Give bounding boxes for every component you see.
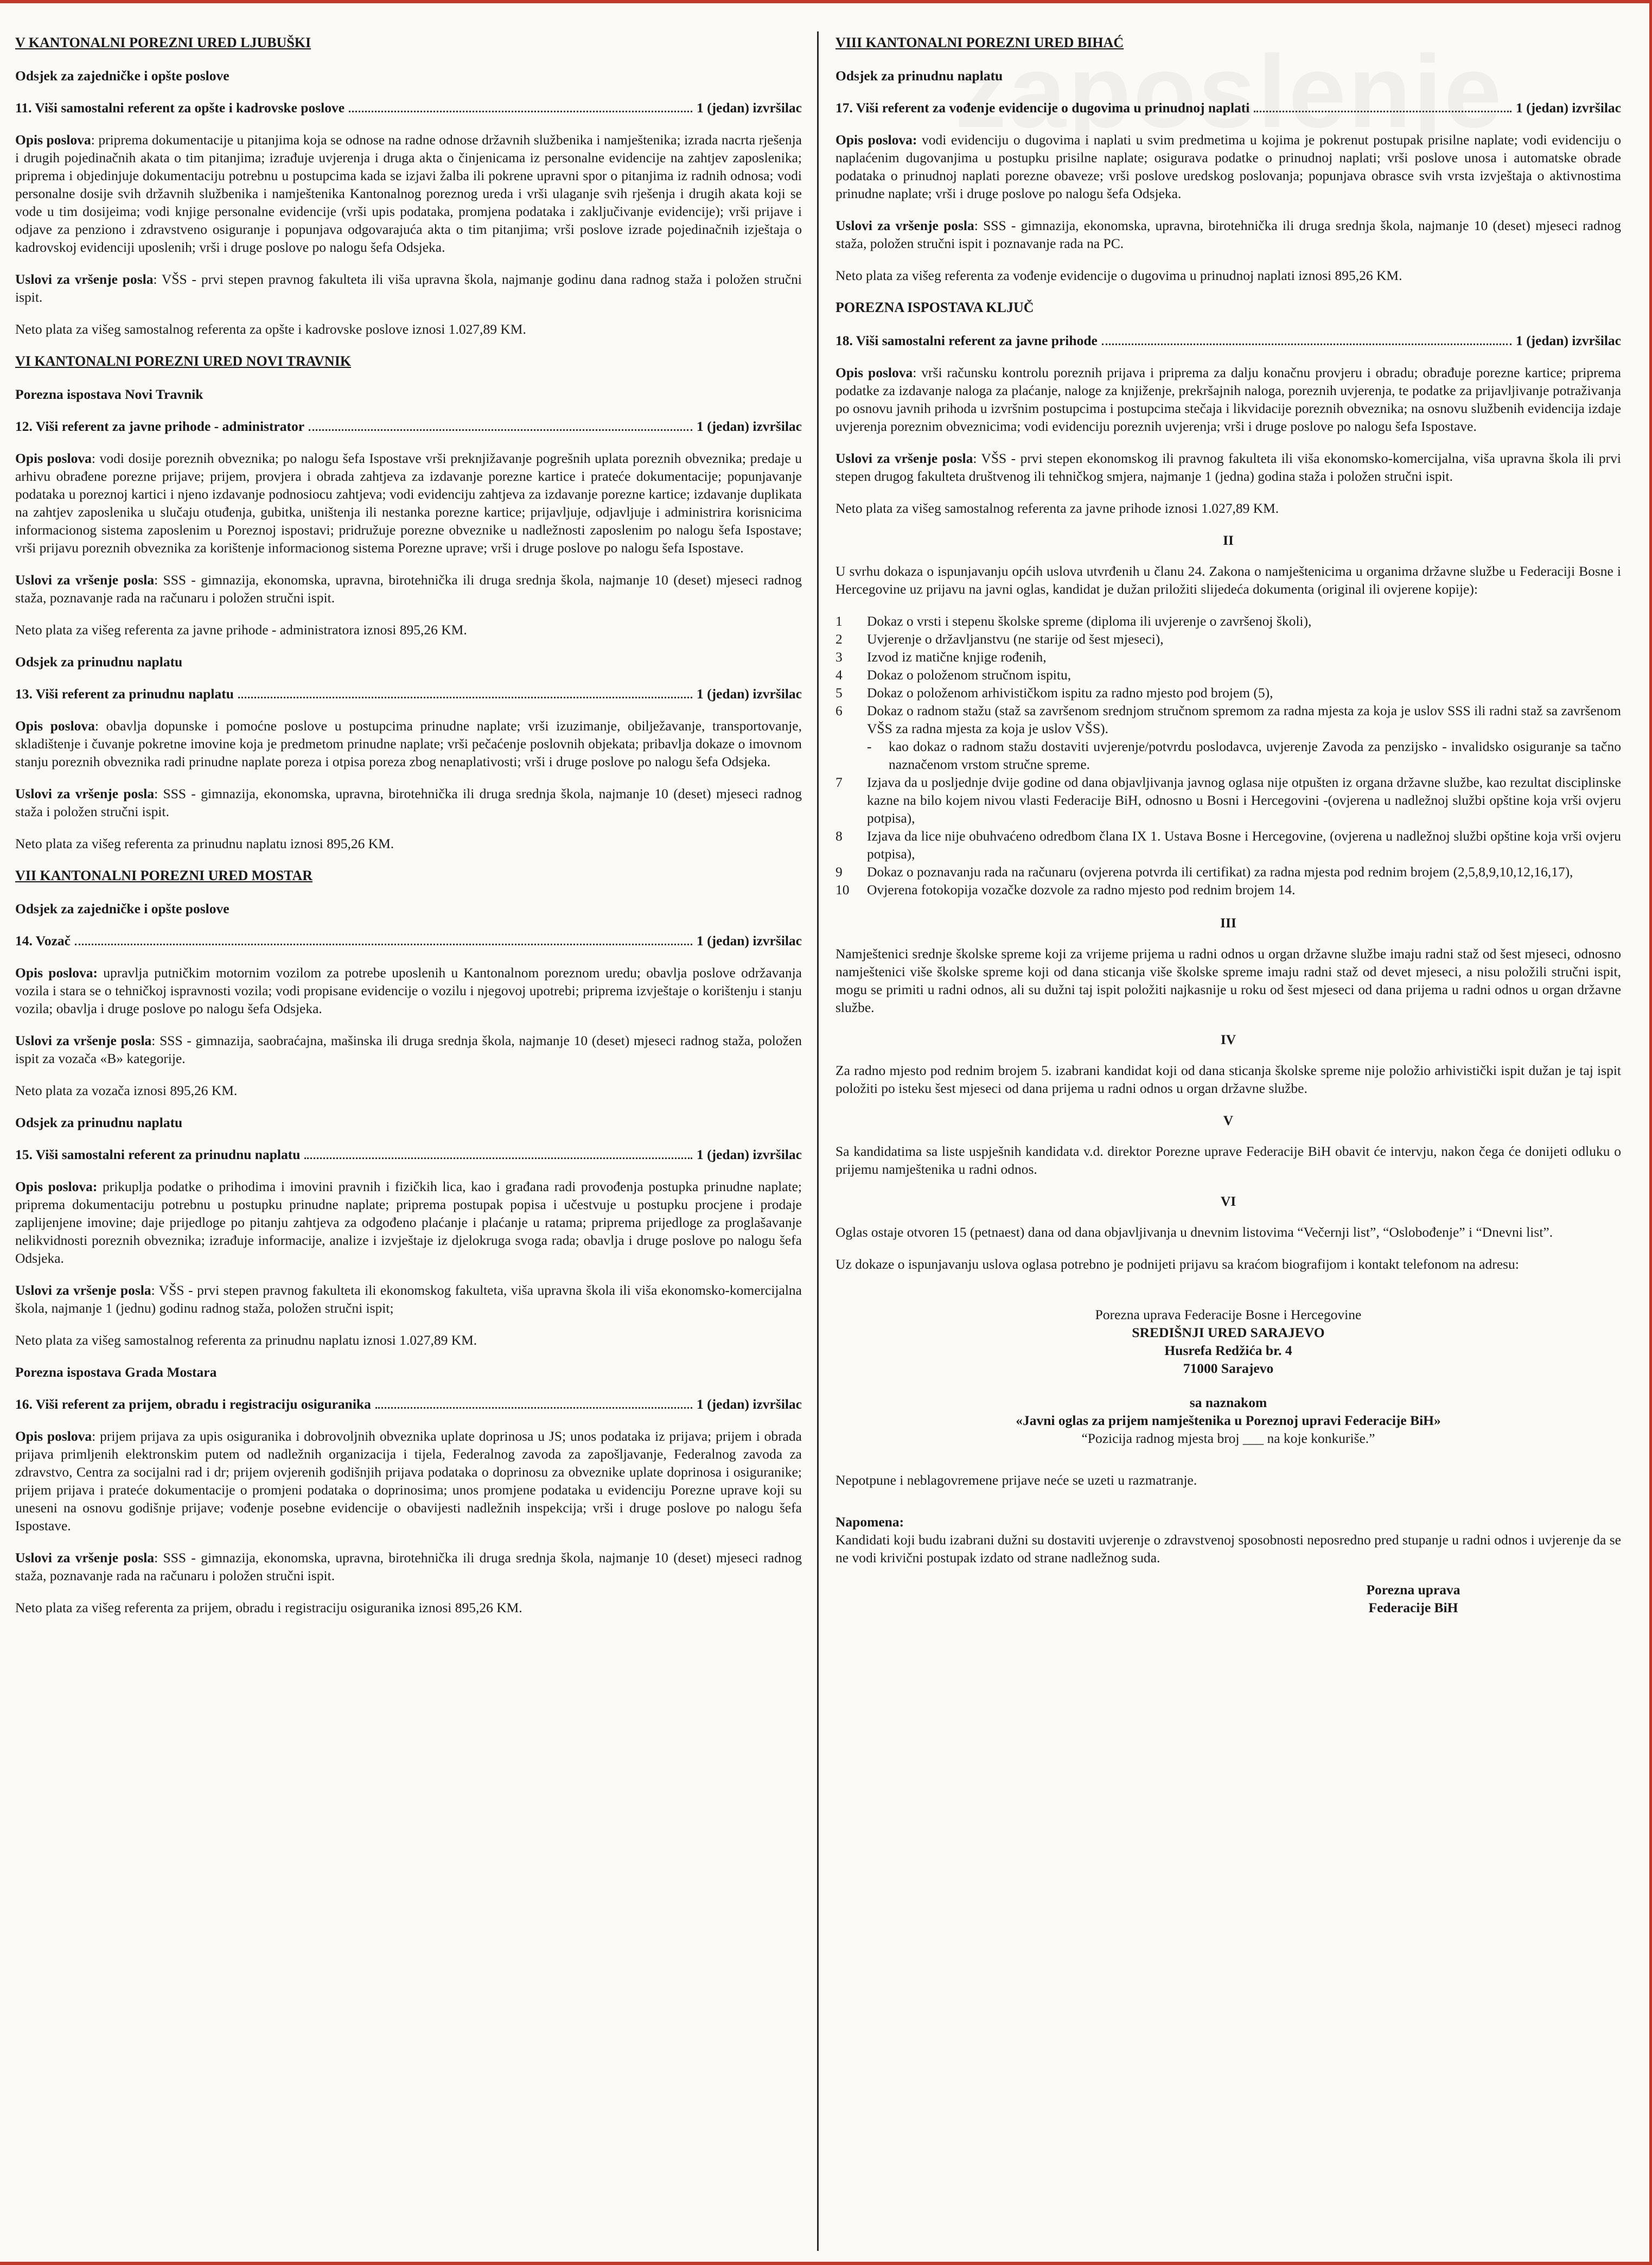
- section-number: II: [1223, 532, 1234, 548]
- section-text: Sa kandidatima sa liste uspješnih kandidata v.d. direktor Porezne uprave Federacije BiH obavit će intervju, nakon čega će donijeti odluku o prijemu namještenika u radni odnos.: [835, 1143, 1621, 1177]
- section-number: VI: [1220, 1193, 1236, 1209]
- job-requirements: Uslovi za vršenje posla: SSS - gimnazija, ekonomska, upravna, birotehnička ili druga srednja škola, najmanje 10 (deset) mjeseci radnog staža, položen stručni ispit i poznavanje rada na PC.: [835, 218, 1621, 251]
- list-item: 9 Dokaz o poznavanju rada na računaru (ovjerena potvrda ili certifikat) za radna mjesta pod rednim brojem (2,5,8,9,10,12,16,17),: [835, 864, 1573, 880]
- job-salary: Neto plata za višeg referenta za prijem, obradu i registraciju osiguranika iznosi 895,26 KM.: [15, 1600, 522, 1615]
- job-title-row: [15, 1395, 802, 1413]
- department-heading: Odsjek za prinudnu naplatu: [15, 654, 183, 670]
- list-item: 2 Uvjerenje o državljanstvu (ne starije od šest mjeseci),: [835, 631, 1164, 647]
- job-title: 14. Vozač: [15, 933, 71, 949]
- dot-leader: [375, 1396, 692, 1409]
- section-text: Namještenici srednje školske spreme koji za vrijeme prijema u radni odnos u organ državne službe imaju radni staž od šest mjeseci, odnosno namještenici više školske spreme koji od dana sticanja više školske spreme imaju radni staž od devet mjeseci, a nisu položili stručni ispit, mogu se primiti u radni odnos, ali su dužni taj ispit položiti najkasnije u roku od šest mjeseci od dana prijema u radni odnos u organ državne službe.: [835, 946, 1621, 1015]
- job-title-row: [15, 417, 802, 435]
- mark-line: sa naznakom: [1189, 1395, 1267, 1410]
- job-title-row: [15, 932, 802, 950]
- job-salary: Neto plata za višeg samostalnog referenta za prinudnu naplatu iznosi 1.027,89 KM.: [15, 1332, 477, 1348]
- documents-list: [835, 612, 1621, 899]
- job-requirements: Uslovi za vršenje posla: VŠS - prvi stepen ekonomskog ili pravnog fakulteta ili viša ekonomsko-komercijalna, viša upravna škola ili prvi stepen drugog fakulteta društvenog ili tehničkog smjera, najmanje 1 (jedna) godina staža i položen stručni ispit.: [835, 450, 1621, 484]
- job-requirements: Uslovi za vršenje posla: SSS - gimnazija, saobraćajna, mašinska ili druga srednja škola, najmanje 10 (deset) mjeseci radnog staža, položen ispit za vozača «B» kategorije.: [15, 1033, 802, 1066]
- section-title: VII KANTONALNI POREZNI URED MOSTAR: [15, 868, 312, 883]
- dot-leader: [75, 933, 692, 945]
- department-heading: Odsjek za zajedničke i opšte poslove: [15, 901, 229, 917]
- job-requirements: Uslovi za vršenje posla: VŠS - prvi stepen pravnog fakulteta ili viša upravna škola, najmanje godinu dana radnog staža i položen stručni ispit.: [15, 271, 802, 305]
- job-description: Opis poslova: prikuplja podatke o prihodima i imovini pravnih i fizičkih lica, kao i građana radi provođenja postupka prinudne naplate; priprema dokumentaciju potrebnu u postupku prinudne naplate; priprema postupak popisa i učestvuje u postupku procjene i prodaje zaplijenjene imovine; daje prijedloge po pitanju zahtjeva za odgođeno plaćanje i plaćanje u ratama; priprema prijedloge za proglašavanje nelikvidnosti poreznih obveznika; izrađuje informacije, analize i izvještaje iz djelokruga svoga rada; obavlja i druge poslove po nalogu šefa Odsjeka.: [15, 1179, 802, 1266]
- list-subnote: - kao dokaz o radnom stažu dostaviti uvjerenje/potvrdu poslodavca, uvjerenje Zavoda za penzijsko - invalidsko osiguranje sa tačno naznačenom vrstom stručne spreme.: [867, 739, 1621, 772]
- list-item: 8 Izjava da lice nije obuhvaćeno odredbom člana IX 1. Ustava Bosne i Hercegovine, (ovjerena u nadležnoj službi opštine koja vrši ovjeru potpisa),: [835, 828, 1621, 862]
- list-item: 4 Dokaz o položenom stručnom ispitu,: [835, 667, 1071, 683]
- job-description: Opis poslova: prijem prijava za upis osiguranika i dobrovoljnih obveznika uplate doprinosa u JS; unos podataka iz prijava; prijem i obrada prijava primljenih elektronskim putem od nadležnih organizacija i tijela, Federalnog zavoda za zapošljavanje, Federalnog zavoda za zdravstvo, Centra za socijalni rad i dr; prijem ovjerenih godišnjih prijava podataka o doprinosu za obveznike uplate doprinosa i osiguranike; prijem prijava i prateće dokumentacije o promjeni podataka o doprinosima; unos promjene podataka u evidenciju Porezne uprave koji su uneseni na osnovu godišnje prijave; vođenje posebne evidencije o obavijesti nadležnih inspekcija; vrši i druge poslove po nalogu šefa Ispostave.: [15, 1428, 802, 1534]
- job-requirements: Uslovi za vršenje posla: SSS - gimnazija, ekonomska, upravna, birotehnička ili druga srednja škola, najmanje 10 (deset) mjeseci radnog staža, poznavanje rada na računaru i položen stručni ispit.: [15, 1550, 802, 1583]
- list-item: 1 Dokaz o vrsti i stepenu školske spreme (diploma ili uvjerenje o završenoj školi),: [835, 613, 1312, 629]
- right-column: [835, 34, 1621, 2250]
- address-line: Husrefa Redžića br. 4: [1164, 1343, 1292, 1358]
- note-label: Napomena:: [835, 1514, 904, 1530]
- job-salary: Neto plata za višeg referenta za prinudnu naplatu iznosi 895,26 KM.: [15, 836, 394, 851]
- dot-leader: [349, 100, 692, 112]
- job-salary: Neto plata za višeg samostalnog referenta za javne prihode iznosi 1.027,89 KM.: [835, 500, 1279, 516]
- dot-leader: [238, 686, 692, 698]
- mark-line: «Javni oglas za prijem namještenika u Poreznoj upravi Federacije BiH»: [1016, 1413, 1441, 1428]
- job-description: Opis poslova: priprema dokumentacije u pitanjima koja se odnose na radne odnose državnih službenika i namještenika; izrada nacrta rješenja i drugih pojedinačnih akata o tim pitanjima; izrađuje uvjerenja i druga akta o činjenicama iz personalne evidencije na zahtjev zaposlenika; priprema i objedinjuje dokumentaciju potrebnu u postupcima kada se izjavi žalba ili pokrene upravni spor o pitanjima iz radnih odnosa; vodi personalne dosije svih državnih službenika i namještenika Kantonalnog poreznog ureda i vrši ulaganje svih rješenja i drugih akata koji se vode u tim dosijeima; vodi knjige personalne evidencije (vrši upis podataka, promjena podataka i zaključivanje evidencije); vrši prijave i odjave za penziono i zdravstveno osiguranje i popunjava odgovarajuća akta o tim pitanjima; vrši poslove izrade pojedinačnih izještaja o kadrovskoj evidenciji uposlenih; vrši i druge poslove po nalogu šefa Odsjeka.: [15, 132, 802, 255]
- list-item: 7 Izjava da u posljednje dvije godine od dana objavljivanja javnog oglasa nije otpušten iz organa državne službe, kao rezultat disciplinske kazne na bilo kojem nivou vlasti Federacije BiH, odnosno u Bosni i Hercegovini -(ovjerena u nadležnoj službi opštine koja vrši ovjeru potpisa),: [835, 774, 1621, 826]
- dot-leader: [304, 1147, 692, 1159]
- job-description: Opis poslova: upravlja putničkim motornim vozilom za potrebe uposlenih u Kantonalnom poreznom uredu; obavlja poslove održavanja vozila i stara se o tehničkoj ispravnosti vozila; vodi propisane evidencije o vozilu i njegovoj upotrebi; priprema izvještaje o korištenju i stanju vozila; obavlja i druge poslove po nalogu šefa Odsjeka.: [15, 965, 802, 1016]
- dot-leader: [1102, 333, 1511, 345]
- job-requirements: Uslovi za vršenje posla: SSS - gimnazija, ekonomska, upravna, birotehnička ili druga srednja škola, najmanje 10 (deset) mjeseci radnog staža, poznavanje rada na računaru i položen stručni ispit.: [15, 572, 802, 606]
- job-description: Opis poslova: vodi evidenciju o dugovima i naplati u svim predmetima u kojima je pokrenut postupak prisilne naplate; vodi evidenciju o naplaćenim dugovanjima u postupku prisilne naplate; osigurava podatke o prinudnoj naplati; vrši poslove unosa i automatske obrade podataka o prinudnoj naplati porezne obaveze; vrši poslove uredskog poslovanja; popunjava obrasce svih vrsta izvještaja o aktivnostima prinudne naplate; vrši i druge poslove po nalogu šefa Odsjeka.: [835, 132, 1621, 201]
- job-description: Opis poslova: vodi dosije poreznih obveznika; po nalogu šefa Ispostave vrši preknjižavanje pogrešnih uplata poreznih obveznika; predaje u arhivu obrađene porezne prijave; prijem, provjera i obrada zahtjeva za izdavanje porezne kartice i prateće dokumentacije; popunjavanje podataka u poreznoj kartici i njeno izdavanje podnosiocu zahtjeva; vodi evidenciju zahtjeva za izdavanje porezne kartice; izdavanje duplikata na zahtjev zaposlenika u slučaju otuđenja, gubitka, uništenja ili nestanka porezne kartice; prijavljuje, odjavljuje i administrira korisnicima informacionog sistema zaposlenim u Poreznoj ispostavi; pridružuje porezne obveznike u nadležnosti zaposlenim po nalogu šefa Ispostave; vrši prijavu poreznih obveznika za korištenje informacionog sistema Porezne uprave; vrši i druge poslove po nalogu šefa Ispostave.: [15, 450, 802, 556]
- documents-intro: U svrhu dokaza o ispunjavanju općih uslova utvrđenih u članu 24. Zakona o namještenicima u organima državne službe u Federaciji Bosne i Hercegovine uz prijavu na javni oglas, kandidat je dužan priložiti slijedeća dokumenta (original ili ovjerene kopije):: [835, 563, 1621, 597]
- job-description: Opis poslova: obavlja dopunske i pomoćne poslove u postupcima prinudne naplate; vrši izuzimanje, obilježavanje, transportovanje, skladištenje i čuvanje pokretne imovine koja je predmetom prinudne naplate; vrši pečaćenje poslovnih objekata; pribavlja dokaze o imovnom stanju poreznih obveznika radi prinudne naplate poreza i otpisa poreza zbog nenaplativosti; vrši i druge poslove po nalogu šefa Odsjeka.: [15, 718, 802, 769]
- address-line: Porezna uprava Federacije Bosne i Hercegovine: [1095, 1307, 1362, 1322]
- mark-line: “Pozicija radnog mjesta broj ___ na koje konkuriše.”: [1081, 1430, 1375, 1446]
- incomplete-notice: Nepotpune i neblagovremene prijave neće se uzeti u razmatranje.: [835, 1472, 1197, 1488]
- job-title: 17. Viši referent za vođenje evidencije o dugovima u prinudnoj naplati: [835, 100, 1250, 116]
- department-heading: Porezna ispostava Grada Mostara: [15, 1364, 217, 1380]
- job-title: 16. Viši referent za prijem, obradu i registraciju osiguranika: [15, 1396, 371, 1412]
- job-salary: Neto plata za višeg samostalnog referenta za opšte i kadrovske poslove iznosi 1.027,89 KM.: [15, 321, 526, 337]
- department-heading: Odsjek za zajedničke i opšte poslove: [15, 68, 229, 84]
- section-title: V KANTONALNI POREZNI URED LJUBUŠKI: [15, 35, 311, 50]
- section-number: III: [1220, 915, 1236, 931]
- list-item: 3 Izvod iz matične knjige rođenih,: [835, 649, 1047, 665]
- section-text: Uz dokaze o ispunjavanju uslova oglasa potrebno je podnijeti prijavu sa kraćom biografijom i kontakt telefonom na adresu:: [835, 1256, 1519, 1272]
- address-line: SREDIŠNJI URED SARAJEVO: [1132, 1325, 1325, 1340]
- section-title: VIII KANTONALNI POREZNI URED BIHAĆ: [835, 35, 1124, 50]
- job-requirements: Uslovi za vršenje posla: SSS - gimnazija, ekonomska, upravna, birotehnička ili druga srednja škola, najmanje 10 (deset) mjeseci radnog staža i položen stručni ispit.: [15, 786, 802, 819]
- job-salary: Neto plata za višeg referenta za javne prihode - administratora iznosi 895,26 KM.: [15, 622, 467, 638]
- job-title-row: [835, 99, 1621, 117]
- job-salary: Neto plata za vozača iznosi 895,26 KM.: [15, 1083, 238, 1098]
- list-item: 10 Ovjerena fotokopija vozačke dozvole za radno mjesto pod rednim brojem 14.: [835, 882, 1296, 898]
- application-mark: [835, 1394, 1621, 1447]
- section-text: Za radno mjesto pod rednim brojem 5. izabrani kandidat koji od dana sticanja školske spreme nije položio arhivistički ispit dužan je taj ispit položiti po isteku šest mjeseci od dana prijema u radni odnos u organ državne službe.: [835, 1062, 1621, 1096]
- column-divider: [817, 31, 819, 2251]
- job-description: Opis poslova: vrši računsku kontrolu poreznih prijava i priprema za dalju konačnu provjeru i obradu; obrađuje porezne kartice; priprema podatke za izdavanje naloga za plaćanje, naloge za knjiženje, prekršajnih naloga, poreznih uvjerenja, te podatke za prijavljivanje potraživanja po osnovu javnih prihoda u izvršnim postupcima i postupcima stečaja i likvidacije poreznih obveznika; na osnovu službenih evidencija izdaje uvjerenja poreznim obveznicima; vodi evidenciju poreznih uvjerenja; vrši i druge poslove po nalogu šefa Ispostave.: [835, 365, 1621, 434]
- job-title: 12. Viši referent za javne prihode - administrator: [15, 418, 305, 434]
- job-salary: Neto plata za višeg referenta za vođenje evidencije o dugovima u prinudnoj naplati iznosi 895,26 KM.: [835, 268, 1402, 283]
- department-heading: Odsjek za prinudnu naplatu: [835, 68, 1003, 84]
- section-title: VI KANTONALNI POREZNI URED NOVI TRAVNIK: [15, 353, 352, 369]
- job-count: 1 (jedan) izvršilac: [696, 1147, 802, 1162]
- department-heading: Porezna ispostava Novi Travnik: [15, 386, 203, 402]
- section-text: Oglas ostaje otvoren 15 (petnaest) dana od dana objavljivanja u dnevnim listovima “Večernji list”, “Oslobođenje” i “Dnevni list”.: [835, 1224, 1553, 1240]
- signature-line: Porezna uprava: [1366, 1582, 1460, 1598]
- job-title-row: [835, 332, 1621, 349]
- job-count: 1 (jedan) izvršilac: [1515, 333, 1621, 348]
- dot-leader: [309, 418, 692, 431]
- job-title: 11. Viši samostalni referent za opšte i kadrovske poslove: [15, 100, 345, 116]
- job-count: 1 (jedan) izvršilac: [696, 418, 802, 434]
- signature-block: [1324, 1581, 1503, 1617]
- job-title-row: [15, 99, 802, 117]
- section-number: IV: [1220, 1032, 1236, 1047]
- job-count: 1 (jedan) izvršilac: [1515, 100, 1621, 116]
- address-line: 71000 Sarajevo: [1183, 1360, 1274, 1376]
- address-block: [835, 1306, 1621, 1377]
- dot-leader: [1254, 100, 1511, 112]
- note-text: Kandidati koji budu izabrani dužni su dostaviti uvjerenje o zdravstvenoj sposobnosti neposredno pred stupanje u radni odnos i uvjerenje da se ne vodi krivični postupak izdato od strane nadležnog suda.: [835, 1532, 1621, 1566]
- job-title: 15. Viši samostalni referent za prinudnu naplatu: [15, 1147, 301, 1162]
- job-title: 13. Viši referent za prinudnu naplatu: [15, 686, 234, 702]
- section-title: POREZNA ISPOSTAVA KLJUČ: [835, 300, 1034, 315]
- job-title-row: [15, 1146, 802, 1163]
- section-number: V: [1223, 1112, 1234, 1128]
- job-title-row: [15, 685, 802, 703]
- job-count: 1 (jedan) izvršilac: [696, 1396, 802, 1412]
- job-requirements: Uslovi za vršenje posla: VŠS - prvi stepen pravnog fakulteta ili ekonomskog fakulteta, viša upravna škola ili viša ekonomsko-komercijalna škola, najmanje 1 (jednu) godinu radnog staža, položen stručni ispit;: [15, 1282, 802, 1316]
- job-count: 1 (jedan) izvršilac: [696, 686, 802, 702]
- list-item: 5 Dokaz o položenom arhivističkom ispitu za radno mjesto pod brojem (5),: [835, 685, 1273, 701]
- job-count: 1 (jedan) izvršilac: [696, 933, 802, 949]
- department-heading: Odsjek za prinudnu naplatu: [15, 1115, 183, 1130]
- left-column: [15, 34, 802, 2250]
- job-count: 1 (jedan) izvršilac: [696, 100, 802, 116]
- signature-line: Federacije BiH: [1368, 1600, 1458, 1615]
- job-title: 18. Viši samostalni referent za javne prihode: [835, 333, 1098, 348]
- list-item: 6 Dokaz o radnom stažu (staž sa završenom srednjom stručnom spremom za radna mjesta za koja je uslov SSS ili radni staž sa završenom VŠS za radna mjesta za koja je uslov VŠS).: [835, 703, 1621, 736]
